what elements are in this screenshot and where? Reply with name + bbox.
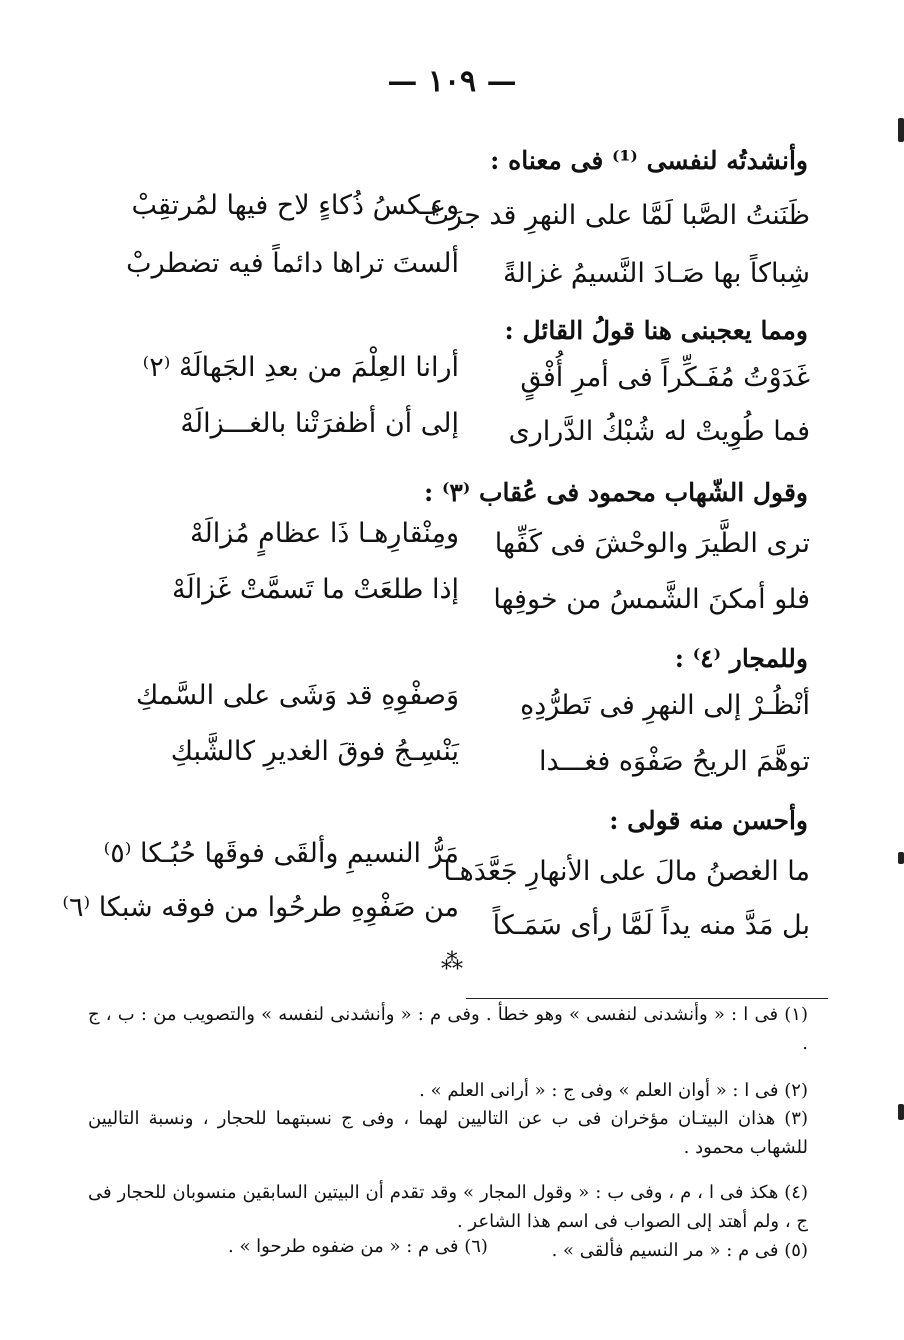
- section-intro: ومما يعجبنى هنا قولُ القائل :: [504, 316, 808, 345]
- verse-first-hemistich: فما طُوِيتْ له شُبْكُ الدَّرارى: [508, 416, 810, 447]
- scan-edge-mark: [898, 118, 904, 142]
- scan-edge-mark: [898, 1104, 904, 1120]
- verse-first-hemistich: ظَنَنتُ الصَّبا لَمَّا على النهرِ قد جرَتْ: [423, 200, 810, 231]
- footnote-divider: [466, 998, 828, 999]
- footnote-1: (١) فى ا : « وأنشدنى لنفسى » وهو خطأ . وفى م : « وأنشدنى لنفسه » والتصويب من : ب ، ج .: [88, 1004, 808, 1054]
- verse-second-hemistich: ومِنْقارِهـا ذَا عظامٍ مُزالَهْ: [190, 518, 459, 549]
- verse-second-hemistich: إذا طلعَتْ ما تَسمَّتْ غَزالَهْ: [172, 574, 459, 605]
- verse-second-hemistich: أرانا العِلْمَ من بعدِ الجَهالَهْ ⁽٢⁾: [142, 352, 459, 383]
- scan-edge-mark: [898, 852, 904, 864]
- verse-second-hemistich: مَرُّ النسيمِ وألقَى فوقَها حُبُـكا ⁽٥⁾: [103, 838, 459, 869]
- verse-second-hemistich: من صَفْوِهِ طرحُوا من فوقه شبكا ⁽٦⁾: [62, 892, 459, 923]
- verse-first-hemistich: ترى الطَّيرَ والوحْشَ فى كَفِّها: [494, 528, 810, 559]
- verse-first-hemistich: بل مَدَّ منه يداً لَمَّا رأى سَمَـكاً: [492, 910, 810, 941]
- footnote-3: (٣) هذان البيتـان مؤخران فى ب عن التاليين لهما ، وفى ج نسبتهما للحجار ، ونسبة التاليين للشهاب محمود .: [88, 1108, 808, 1158]
- verse-second-hemistich: يَنْسِـجُ فوقَ الغديرِ كالشَّبكِ: [170, 736, 459, 767]
- section-intro: وللمجار ⁽٤⁾ :: [674, 644, 808, 673]
- page-number: — ١٠٩ —: [387, 64, 517, 99]
- verse-first-hemistich: فلو أمكنَ الشَّمسُ من خوفِها: [493, 584, 810, 615]
- verse-first-hemistich: شِباكاً بها صَـادَ النَّسيمُ غزالةً: [503, 258, 810, 289]
- verse-first-hemistich: غَدَوْتُ مُفَـكِّراً فى أمرِ أُفْقٍ: [520, 362, 810, 393]
- footnote-2: (٢) فى ا : « أوان العلم » وفى ج : « أرانى العلم » .: [419, 1080, 808, 1101]
- footnote-4: (٤) هكذ فى ا ، م ، وفى ب : « وقول المجار » وقد تقدم أن البيتين السابقين منسوبان للحجار فى ج ، ولم أهتد إلى الصواب فى اسم هذا الشاعر .: [88, 1182, 808, 1232]
- verse-first-hemistich: توهَّمَ الريحُ صَفْوَه فغـــدا: [538, 746, 810, 777]
- verse-first-hemistich: أنْظُـرْ إلى النهرِ فى تَطرُّدِهِ: [520, 690, 810, 721]
- verse-second-hemistich: إلى أن أظفرَتْنا بالغـــزالَهْ: [180, 408, 459, 439]
- verse-second-hemistich: ألستَ تراها دائماً فيه تضطربْ: [126, 248, 459, 279]
- section-intro: وقول الشّهاب محمود فى عُقاب ⁽٣⁾ :: [424, 478, 808, 507]
- section-intro: وأنشدتُه لنفسى ⁽¹⁾ فى معناه :: [490, 146, 808, 175]
- verse-second-hemistich: وعـكسُ ذُكاءٍ لاح فيها لمُرتقِبْ: [131, 190, 459, 221]
- section-intro: وأحسن منه قولى :: [609, 806, 808, 835]
- verse-first-hemistich: ما الغصنُ مالَ على الأنهارِ جَعَّدَهـا: [443, 856, 810, 887]
- verse-second-hemistich: وَصفْوِهِ قد وَشَى على السَّمكِ: [135, 680, 459, 711]
- footnote-5: (٥) فى م : « مر النسيم فألقى » .: [551, 1240, 808, 1261]
- footnote-6: (٦) فى م : « من ضفوه طرحوا » .: [228, 1236, 488, 1257]
- section-ornament: ⁂: [441, 950, 463, 975]
